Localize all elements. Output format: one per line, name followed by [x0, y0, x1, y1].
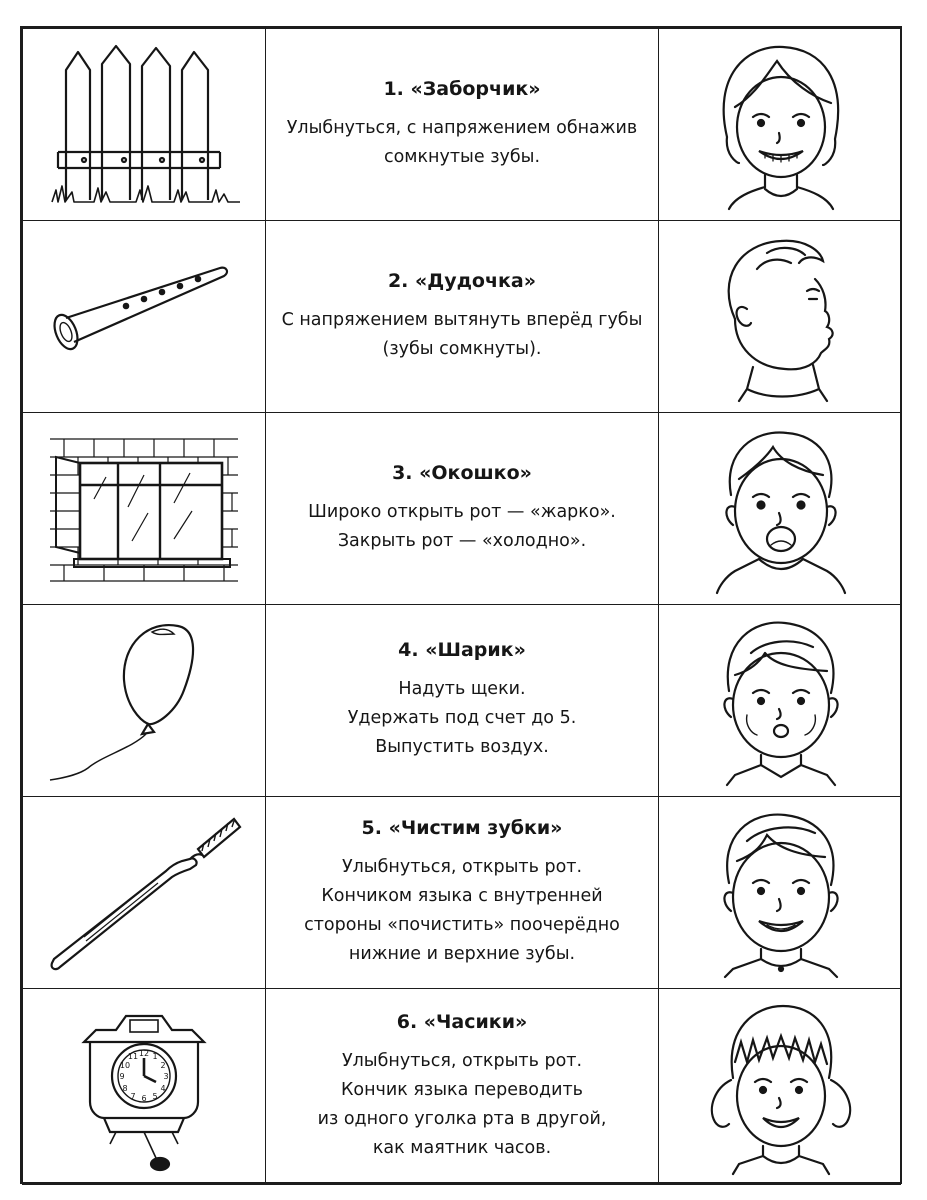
- instruction-line: Улыбнуться, с напряжением обнажив: [286, 117, 638, 138]
- window-icon: [44, 429, 244, 589]
- instruction-line: Выпустить воздух.: [375, 737, 549, 757]
- exercise-title: 6. «Часики»: [396, 1010, 528, 1033]
- boy-smiling-icon: [695, 805, 865, 980]
- svg-text:12: 12: [138, 1048, 150, 1058]
- svg-text:3: 3: [163, 1071, 169, 1081]
- object-picture-cell: [23, 797, 266, 989]
- instruction-line: Улыбнуться, открыть рот.: [341, 1050, 583, 1071]
- instruction-line: стороны «почистить» поочерёдно: [304, 914, 620, 935]
- instruction-line: Кончик языка переводить: [340, 1079, 583, 1100]
- exercise-title: 2. «Дудочка»: [387, 269, 537, 292]
- boy-puffed-cheeks-icon: [695, 613, 865, 788]
- exercise-description-cell: [266, 221, 659, 413]
- exercise-row: [23, 989, 901, 1185]
- toothbrush-icon: [44, 813, 244, 973]
- instruction-line: как маятник часов.: [372, 1137, 552, 1158]
- instruction-line: из одного уголка рта в другой,: [317, 1108, 607, 1129]
- instruction-line: Широко открыть рот — «жарко».: [308, 501, 616, 522]
- instruction-line: (зубы сомкнуты).: [382, 338, 542, 359]
- exercise-description-cell: [266, 989, 659, 1185]
- face-picture-cell: [659, 221, 901, 413]
- face-picture-cell: [659, 797, 901, 989]
- svg-text:5: 5: [152, 1091, 158, 1101]
- face-picture-cell: [659, 413, 901, 605]
- girl-face-icon: [695, 37, 865, 212]
- exercise-description-cell: [266, 413, 659, 605]
- svg-text:6: 6: [141, 1093, 147, 1103]
- instruction-line: Закрыть рот — «холодно».: [337, 530, 587, 551]
- exercise-table: [22, 28, 901, 1185]
- exercise-title: 4. «Шарик»: [398, 639, 526, 661]
- svg-text:2: 2: [160, 1060, 166, 1070]
- exercise-row: [23, 605, 901, 797]
- face-picture-cell: [659, 989, 901, 1185]
- exercise-row: [23, 29, 901, 221]
- exercise-sheet: [20, 26, 902, 1184]
- instruction-line: С напряжением вытянуть вперёд губы: [281, 309, 643, 330]
- instruction-line: Кончиком языка с внутренней: [321, 885, 603, 906]
- object-picture-cell: [23, 221, 266, 413]
- svg-text:4: 4: [160, 1083, 166, 1093]
- svg-text:9: 9: [119, 1071, 125, 1081]
- fence-icon: [44, 40, 244, 210]
- flute-icon: [44, 262, 244, 372]
- instruction-line: нижние и верхние зубы.: [348, 943, 576, 964]
- boy-profile-icon: [695, 229, 865, 404]
- exercise-row: [23, 413, 901, 605]
- instruction-line: Улыбнуться, открыть рот.: [341, 856, 583, 877]
- exercise-title: 3. «Окошко»: [392, 461, 532, 484]
- exercise-title: 5. «Чистим зубки»: [361, 816, 563, 839]
- svg-text:10: 10: [119, 1060, 131, 1070]
- instruction-line: сомкнутые зубы.: [383, 146, 541, 167]
- object-picture-cell: [23, 413, 266, 605]
- girl-pigtails-icon: [695, 998, 865, 1176]
- instruction-line: Надуть щеки.: [398, 679, 526, 699]
- object-picture-cell: [23, 605, 266, 797]
- cuckoo-clock-icon: [44, 1002, 244, 1172]
- balloon-icon: [44, 616, 244, 786]
- boy-open-mouth-icon: [695, 421, 865, 596]
- object-picture-cell: [23, 989, 266, 1185]
- svg-text:8: 8: [122, 1083, 128, 1093]
- exercise-description-cell: [266, 605, 659, 797]
- instruction-line: Удержать под счет до 5.: [347, 708, 577, 728]
- exercise-row: [23, 221, 901, 413]
- exercise-title: 1. «Заборчик»: [383, 77, 541, 100]
- svg-text:11: 11: [127, 1051, 139, 1061]
- object-picture-cell: [23, 29, 266, 221]
- exercise-description-cell: [266, 797, 659, 989]
- face-picture-cell: [659, 605, 901, 797]
- svg-text:1: 1: [152, 1051, 158, 1061]
- exercise-row: [23, 797, 901, 989]
- face-picture-cell: [659, 29, 901, 221]
- exercise-description-cell: [266, 29, 659, 221]
- svg-text:7: 7: [130, 1091, 136, 1101]
